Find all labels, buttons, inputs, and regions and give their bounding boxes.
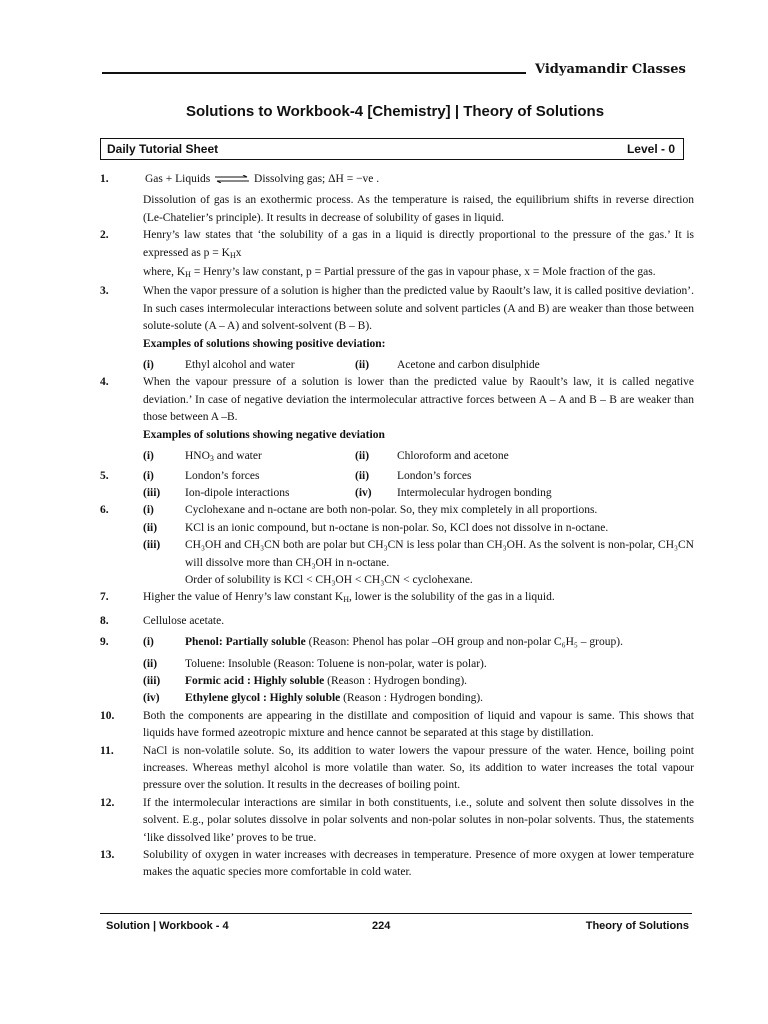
answer-number: 3. xyxy=(100,285,109,298)
answer-number: 10. xyxy=(100,709,115,722)
footer-left: Solution | Workbook - 4 xyxy=(106,920,229,932)
answer-number: 6. xyxy=(100,504,109,517)
example-item: Ethyl alcohol and water xyxy=(185,359,295,372)
forces-row: (iii) Ion-dipole interactions (iv) Intermolecular hydrogen bonding xyxy=(143,486,552,499)
sub-answer: (iii) Formic acid : Highly soluble (Reason : Hydrogen bonding). xyxy=(143,674,468,687)
sheet-level: Level - 0 xyxy=(626,142,675,156)
sub-answer: (iii) CH₃OH and CH₃CN both are polar but CH₃CN is less polar than CH₃OH. As the solvent is non-polar, CH₃CN will dissolve more than CH₃OH in n-octane. Order of solubility is KCl < CH₃OH < CH₃CN < cyclohexane. xyxy=(143,539,694,586)
page-title: Solutions to Workbook-4 [Chemistry] | Theory of Solutions xyxy=(185,103,605,120)
answer-6 xyxy=(100,502,694,589)
header-rule xyxy=(102,72,526,74)
answer-text: If the intermolecular interactions are similar in both constituents, i.e., solute and solvent then solute dissolves in the solvent. E.g., polar solutes dissolve in polar solvents and non-polar solutes in non-polar solvents. Thus, the statements ‘like dissolved like’ proves to be true. xyxy=(143,796,694,844)
equation-left: Gas + Liquids xyxy=(145,173,211,185)
answer-text: Both the components are appearing in the distillate and composition of liquid and vapour is same. This shows that liquids have formed azeotropic mixture and hence cannot be separated at this stage by distillation. xyxy=(143,709,694,740)
footer-rule xyxy=(100,913,692,914)
answer-number: 8. xyxy=(100,614,109,627)
equation-enthalpy: ΔH = −ve . xyxy=(328,173,380,185)
answer-10 xyxy=(100,708,694,743)
answer-number: 4. xyxy=(100,376,109,389)
equation xyxy=(143,171,694,188)
answer-number: 11. xyxy=(100,744,114,757)
answer-number: 1. xyxy=(100,173,109,185)
answer-text: Dissolution of gas is an exothermic process. As the temperature is raised, the equilibrium shifts in reverse direction (Le-Chatelier’s principle). It results in decrease of solubility of gases in liquid. xyxy=(143,194,694,224)
example-item: Acetone and carbon disulphide xyxy=(397,359,540,372)
example-item: $HNO_3$ and water xyxy=(185,450,262,464)
answer-number: 9. xyxy=(100,636,109,649)
examples-heading: Examples of solutions showing negative deviation xyxy=(143,428,385,441)
answer-text-2: where, $K_H$ = Henry’s law constant, p = Partial pressure of the gas in vapour phase, x = Mole fraction of the gas. xyxy=(143,266,656,280)
answer-number: 5. xyxy=(100,469,109,482)
answer-text: When the vapour pressure of a solution is lower than the predicted value by Raoult’s law, it is called negative deviation.’ In case of negative deviation the intermolecular attractive forces between A – A and B – B are weaker than those between A –B. xyxy=(143,376,694,424)
sheet-label: Daily Tutorial Sheet xyxy=(107,142,219,156)
page-number: 224 xyxy=(372,920,391,932)
answer-text: When the vapor pressure of a solution is higher than the predicted value by Raoult’s law, it is called positive deviation’. In such cases intermolecular interactions between solute and solvent particles (A and B) are weaker than those between solute-solute (A – A) and solvent-solvent (B – B). xyxy=(143,285,694,333)
answer-number: 2. xyxy=(100,229,109,242)
answer-2 xyxy=(100,227,694,283)
example-item: Chloroform and acetone xyxy=(397,450,509,463)
answer-12 xyxy=(100,795,694,847)
sub-answer: (i) Phenol: Partially soluble (Reason: Phenol has polar –OH group and non-polar C₆H₅ – group). xyxy=(143,636,623,649)
sub-answer: (iv) Ethylene glycol : Highly soluble (Reason : Hydrogen bonding). xyxy=(143,692,484,705)
sub-answer: (ii) Toluene: Insoluble (Reason: Toluene is non-polar, water is polar). xyxy=(143,657,487,670)
answer-3 xyxy=(100,283,694,374)
answer-text: NaCl is non-volatile solute. So, its addition to water lowers the vapour pressure of the water. Hence, boiling point increases. Whereas methyl alcohol is more volatile than water. So, its addition to water increases the total vapour pressure over the solution. It results in the decreases of boiling point. xyxy=(143,744,694,792)
answer-number: 7. xyxy=(100,591,109,604)
answer-5 xyxy=(100,468,694,503)
sheet-box xyxy=(100,138,684,160)
footer-right: Theory of Solutions xyxy=(585,920,689,932)
answer-text: Cellulose acetate. xyxy=(143,614,225,627)
answer-text: Solubility of oxygen in water increases with decreases in temperature. Presence of more oxygen at lower temperature makes the aquatic species more comfortable in cold water. xyxy=(143,849,694,879)
answer-text: Higher the value of Henry’s law constant $K_H$, lower is the solubility of the gas in a liquid. xyxy=(143,591,555,605)
examples-row: (i) Ethyl alcohol and water (ii) Acetone and carbon disulphide xyxy=(143,359,540,372)
answer-9 xyxy=(100,634,694,708)
answer-11 xyxy=(100,743,694,795)
forces-row: (i) London’s forces (ii) London’s forces xyxy=(143,469,472,482)
answer-13 xyxy=(100,847,694,882)
equation-right: Dissolving gas; xyxy=(254,173,326,185)
examples-row: (i) $HNO_3$ and water (ii) Chloroform and acetone xyxy=(143,450,509,464)
answer-7 xyxy=(100,589,694,608)
answer-4 xyxy=(100,374,694,467)
solutions-list xyxy=(100,171,694,882)
brand-name: Vidyamandir Classes xyxy=(535,62,686,77)
answer-8 xyxy=(100,613,694,630)
examples-heading: Examples of solutions showing positive deviation: xyxy=(143,337,386,350)
sub-answer: (ii) KCl is an ionic compound, but n-octane is non-polar. So, KCl does not dissolve in n-octane. xyxy=(143,521,609,534)
answer-1 xyxy=(100,171,694,227)
answer-number: 13. xyxy=(100,849,115,862)
sub-answer: (i) Cyclohexane and n-octane are both non-polar. So, they mix completely in all proportions. xyxy=(143,504,598,517)
equilibrium-arrow-icon xyxy=(215,175,249,183)
answer-text: Henry’s law states that ‘the solubility of a gas in a liquid is directly proportional to the pressure of the gas.’ It is expressed as $p = K_Hx$ xyxy=(143,229,694,260)
answer-number: 12. xyxy=(100,796,115,809)
